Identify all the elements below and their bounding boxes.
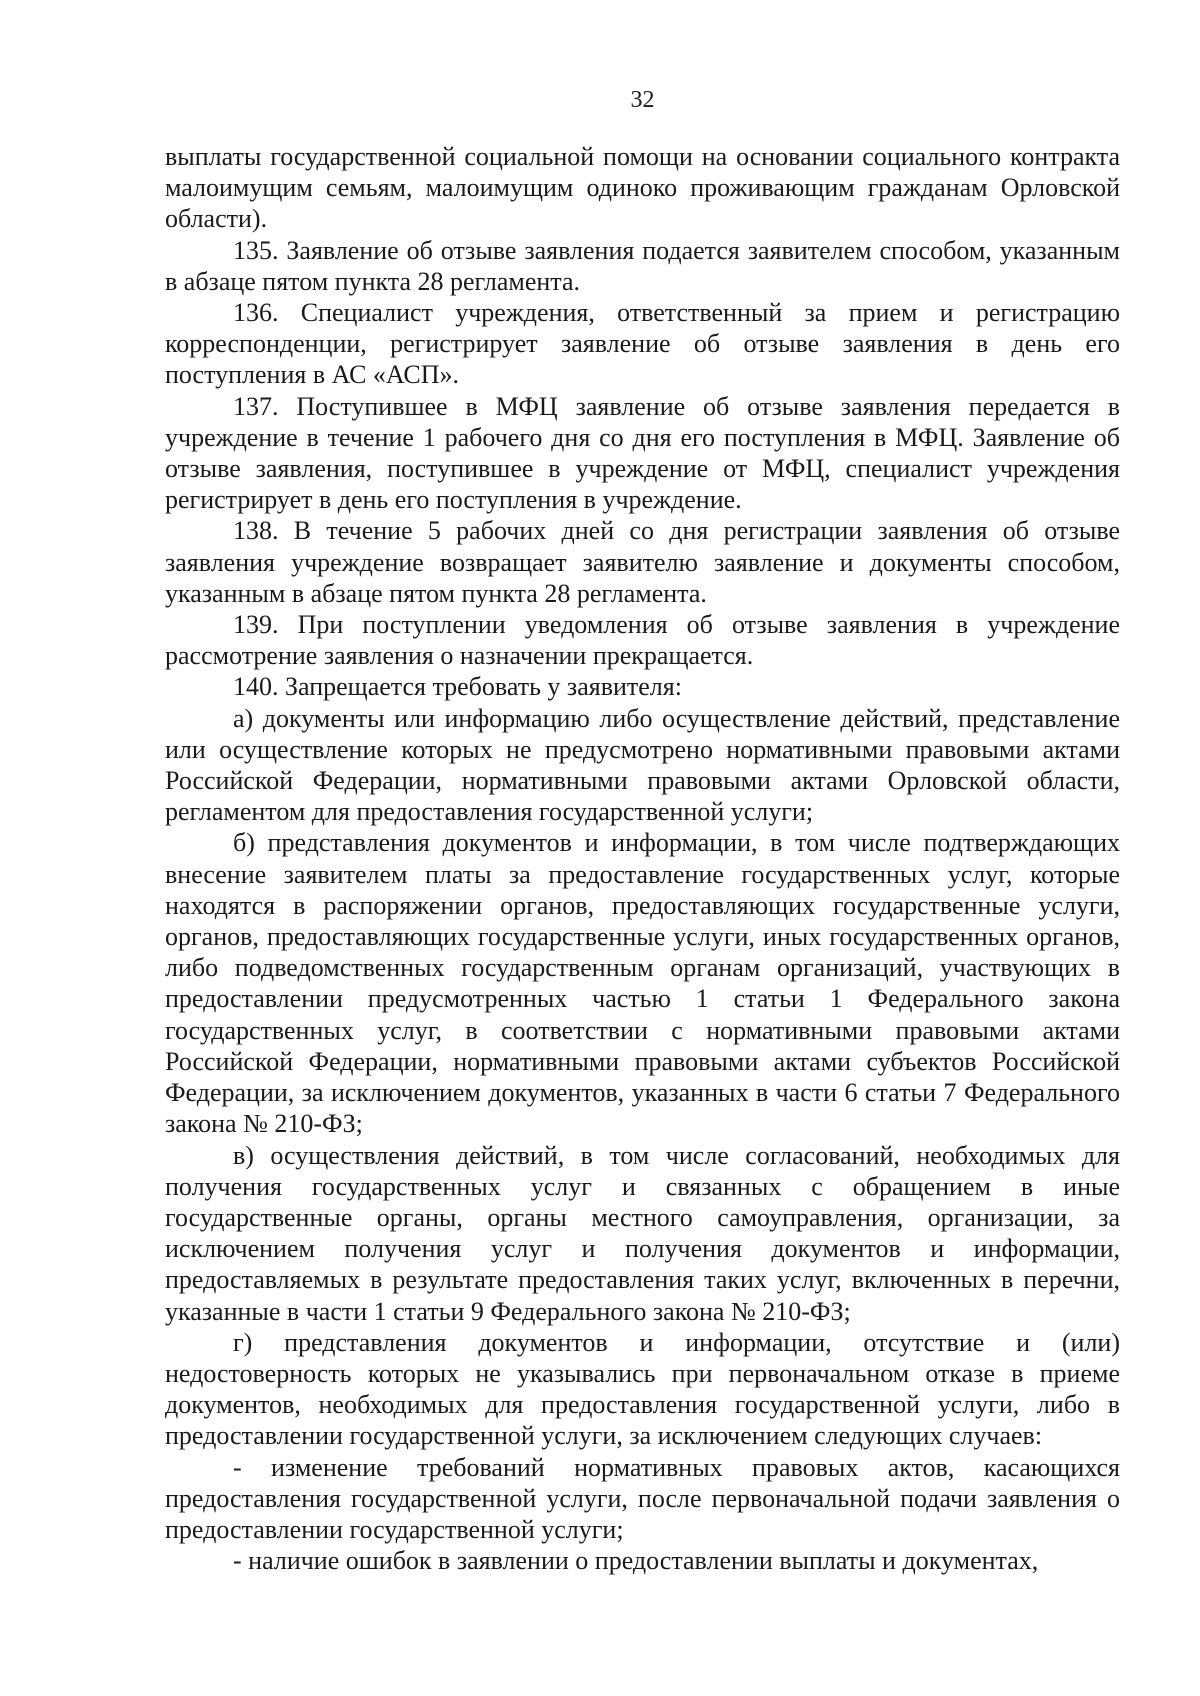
paragraph-136: 136. Специалист учреждения, ответственный за прием и регистрацию корреспонденции, регистрирует заявление об отзыве заявления в день его поступления в АС «АСП». (165, 298, 1120, 390)
paragraph-138: 138. В течение 5 рабочих дней со дня регистрации заявления об отзыве заявления учреждение возвращает заявителю заявление и документы способом, указанным в абзаце пятом пункта 28 регламента. (165, 516, 1120, 608)
document-body (165, 141, 1120, 1576)
page-number: 32 (630, 87, 655, 113)
paragraph-135: 135. Заявление об отзыве заявления подается заявителем способом, указанным в абзаце пятом пункта 28 регламента. (165, 235, 1120, 296)
subitem-a: а) документы или информацию либо осуществление действий, представление или осуществление которых не предусмотрено нормативными правовыми актами Российской Федерации, нормативными правовыми актами Орловской области, регламентом для предоставления государственной услуги; (165, 703, 1120, 827)
paragraph-140: 140. Запрещается требовать у заявителя: (233, 672, 682, 702)
paragraph-137: 137. Поступившее в МФЦ заявление об отзыве заявления передается в учреждение в течение 1 рабочего дня со дня его поступления в МФЦ. Заявление об отзыве заявления, поступившее в учреждение от МФЦ, специалист учреждения регистрирует в день его поступления в учреждение. (165, 391, 1120, 515)
dash-item-errors: - наличие ошибок в заявлении о предоставлении выплаты и документах, (233, 1546, 1039, 1576)
paragraph-continuation: выплаты государственной социальной помощи на основании социального контракта малоимущим семьям, малоимущим одиноко проживающим гражданам Орловской области). (165, 142, 1120, 234)
subitem-b: б) представления документов и информации, в том числе подтверждающих внесение заявителем платы за предоставление государственных услуг, которые находятся в распоряжении органов, предоставляющих государственные услуги, органов, предоставляющих государственные услуги, иных государственных органов, либо подведомственных государственным органам организаций, участвующих в предоставлении предусмотренных частью 1 статьи 1 Федерального закона государственных услуг, в соответствии с нормативными правовыми актами Российской Федерации, нормативными правовыми актами субъектов Российской Федерации, за исключением документов, указанных в части 6 статьи 7 Федерального закона № 210-ФЗ; (165, 828, 1120, 1139)
subitem-v: в) осуществления действий, в том числе согласований, необходимых для получения государственных услуг и связанных с обращением в иные государственные органы, органы местного самоуправления, организации, за исключением получения услуг и получения документов и информации, предоставляемых в результате предоставления таких услуг, включенных в перечни, указанные в части 1 статьи 9 Федерального закона № 210-ФЗ; (165, 1140, 1120, 1326)
subitem-g: г) представления документов и информации, отсутствие и (или) недостоверность которых не указывались при первоначальном отказе в приеме документов, необходимых для предоставления государственной услуги, либо в предоставлении государственной услуги, за исключением следующих случаев: (165, 1327, 1120, 1451)
dash-item-requirements-change: - изменение требований нормативных правовых актов, касающихся предоставления государственной услуги, после первоначальной подачи заявления о предоставлении государственной услуги; (165, 1452, 1120, 1544)
paragraph-139: 139. При поступлении уведомления об отзыве заявления в учреждение рассмотрение заявления о назначении прекращается. (165, 610, 1120, 671)
document-page (165, 0, 1120, 1696)
